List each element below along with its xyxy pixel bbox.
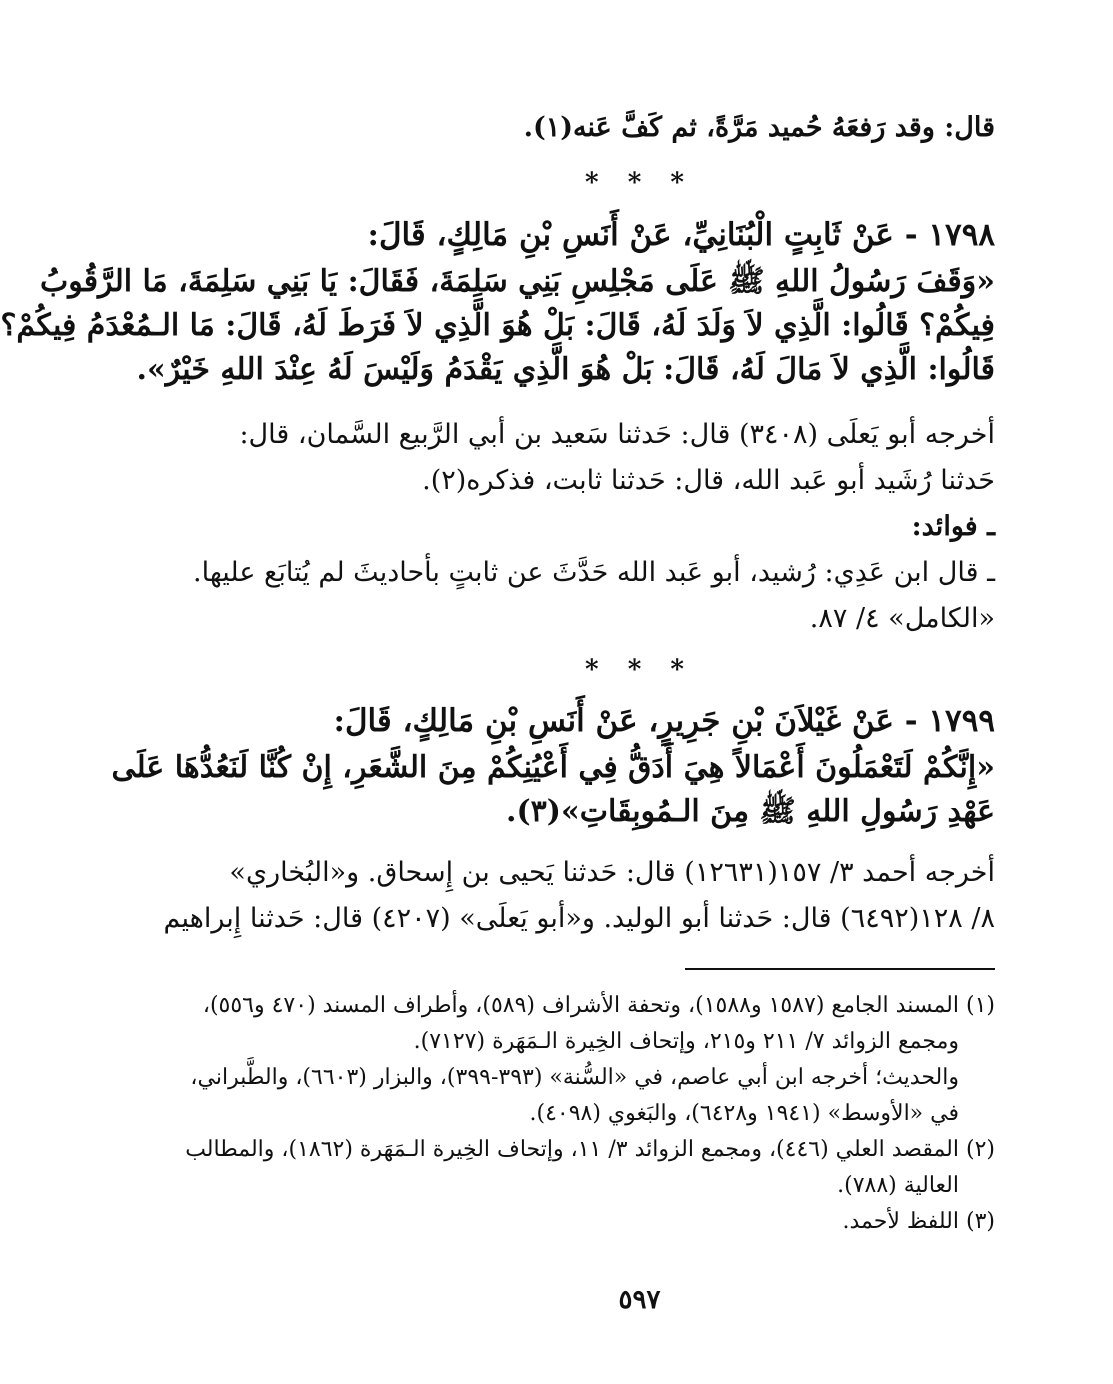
takhrij-1799 [163,850,995,942]
footnote-line: العالية (٧٨٨). [837,1173,959,1198]
continuation-line [286,105,995,151]
footnote [286,1204,995,1240]
footnotes [185,988,995,1240]
fawaid-line: «الكامل» ٤/ ٨٧. [809,603,995,634]
hadith-1798 [0,210,995,392]
footnote [190,1060,995,1132]
continuation-text: قال: وقد رَفعَهُ حُميد مَرَّةً، ثم كَفَّ عَنه(١). [523,112,995,143]
takhrij-line: أخرجه أحمد ٣/ ١٥٧(١٢٦٣١) قال: حَدثنا يَحيى بن إِسحاق. و«البُخاري» [229,857,995,888]
fawaid-label: ـ فوائد: [911,511,995,542]
footnote-divider [685,968,995,970]
footnote [202,988,995,1060]
hadith-text-line: عَهْدِ رَسُولِ اللهِ ﷺ مِنَ الـمُوبِقَاتِ»(٣). [506,794,995,829]
section-separator: * * * [585,655,694,685]
hadith-heading: ١٧٩٩ - عَنْ غَيْلاَنَ بْنِ جَرِيرٍ، عَنْ أَنَسِ بْنِ مَالِكٍ، قَالَ: [333,703,995,739]
footnote-line: (٢) المقصد العلي (٤٤٦)، ومجمع الزوائد ٣/ ١١، وإتحاف الخِيرة الـمَهَرة (١٨٦٢)، والمطالب [185,1137,995,1162]
footnote-line: والحديث؛ أخرجه ابن أبي عاصم، في «السُّنة» (٣٩٣-٣٩٩)، والبزار (٦٦٠٣)، والطَّبراني، [190,1065,959,1090]
takhrij-line: حَدثنا رُشَيد أبو عَبد الله، قال: حَدثنا ثابت، فذكره(٢). [422,465,995,496]
footnote-line: (٣) اللفظ لأحمد. [842,1209,995,1234]
takhrij-line: ٨/ ١٢٨(٦٤٩٢) قال: حَدثنا أبو الوليد. و«أبو يَعلَى» (٤٢٠٧) قال: حَدثنا إِبراهيم [163,903,995,934]
hadith-1799 [111,696,995,834]
hadith-text-line: «وَقَفَ رَسُولُ اللهِ ﷺ عَلَى مَجْلِسِ بَنِي سَلِمَةَ، فَقَالَ: يَا بَنِي سَلِمَةَ، مَا الرَّقُوبُ [39,264,995,299]
hadith-text [111,746,995,834]
footnote-line: ومجمع الزوائد ٧/ ٢١١ و٢١٥، وإتحاف الخِيرة الـمَهَرة (٧١٢٧). [413,1029,959,1054]
fawaid-line: ـ قال ابن عَدِي: رُشيد، أبو عَبد الله حَدَّثَ عن ثابتٍ بأحاديثَ لم يُتابَع عليها. [193,557,995,588]
footnote [185,1132,995,1204]
page-number: ٥٩٧ [618,1285,661,1315]
hadith-text-line: فِيكُمْ؟ قَالُوا: الَّذِي لاَ وَلَدَ لَهُ، قَالَ: بَلْ هُوَ الَّذِي لاَ فَرَطَ لَهُ، قَالَ: مَا الـمُعْدَمُ فِيكُمْ؟ [0,308,995,343]
hadith-heading: ١٧٩٨ - عَنْ ثَابِتٍ الْبُنَانِيِّ، عَنْ أَنَسِ بْنِ مَالِكٍ، قَالَ: [367,217,995,253]
hadith-text-line: «إِنَّكُمْ لَتَعْمَلُونَ أَعْمَالاً هِيَ أَدَقُّ فِي أَعْيُنِكُمْ مِنَ الشَّعَرِ، إِنْ كُنَّا لَنَعُدُّهَا عَلَى [111,750,995,785]
hadith-text-line: قَالُوا: الَّذِي لاَ مَالَ لَهُ، قَالَ: بَلْ هُوَ الَّذِي يَقْدَمُ وَلَيْسَ لَهُ عِنْدَ اللهِ خَيْرٌ». [136,352,995,387]
footnote-line: في «الأوسط» (١٩٤١ و٦٤٢٨)، والبَغوي (٤٠٩٨). [529,1101,959,1126]
hadith-text [0,260,995,392]
takhrij-line: أخرجه أبو يَعلَى (٣٤٠٨) قال: حَدثنا سَعيد بن أبي الرَّبيع السَّمان، قال: [239,419,995,450]
footnote-line: (١) المسند الجامع (١٥٨٧ و١٥٨٨)، وتحفة الأشراف (٥٨٩)، وأطراف المسند (٤٧٠ و٥٥٦)، [202,993,995,1018]
section-separator: * * * [585,168,694,198]
takhrij-1798 [193,412,995,642]
